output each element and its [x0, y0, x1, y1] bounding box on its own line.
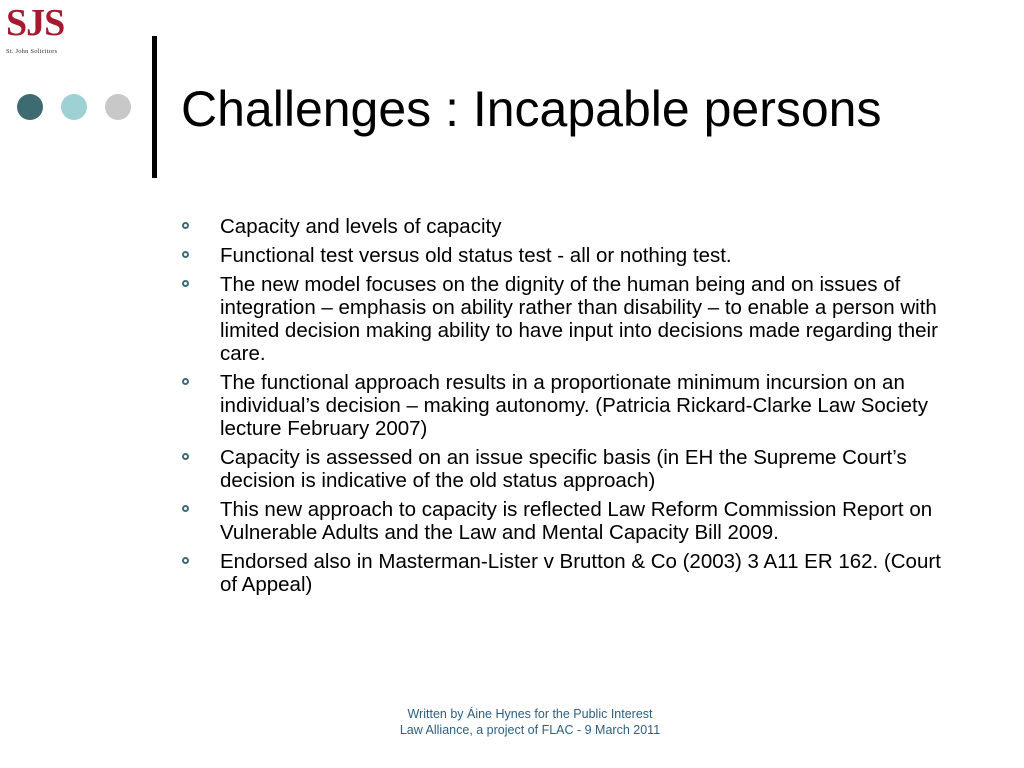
- bullet-item: [181, 273, 951, 365]
- bullet-text: This new approach to capacity is reflected Law Reform Commission Report on Vulnerable Adults and the Law and Mental Capacity Bill 2009.: [220, 498, 933, 544]
- bullet-circle-icon: [182, 378, 189, 385]
- bullet-text: Endorsed also in Masterman-Lister v Brutton & Co (2003) 3 A11 ER 162. (Court of Appeal): [220, 550, 941, 596]
- bullet-circle-icon: [182, 453, 189, 460]
- bullet-circle-icon: [182, 251, 189, 258]
- bullet-text: The functional approach results in a proportionate minimum incursion on an individual’s decision – making autonomy. (Patricia Rickard-Clarke Law Society lecture February 2007): [220, 371, 928, 440]
- bullet-text: The new model focuses on the dignity of the human being and on issues of integration – emphasis on ability rather than disability – to enable a person with limited decision making ability to have input into decisions made regarding their care.: [220, 273, 938, 365]
- bullet-item: [181, 550, 951, 596]
- title-divider: [152, 36, 157, 178]
- bullet-text: Functional test versus old status test - all or nothing test.: [220, 244, 732, 267]
- footer-line-2: Law Alliance, a project of FLAC - 9 March 2011: [399, 723, 661, 737]
- logo-subtitle: St. John Solicitors: [6, 48, 58, 55]
- bullet-circle-icon: [182, 505, 189, 512]
- bullet-item: [181, 498, 951, 544]
- bullet-item: [181, 244, 951, 267]
- dot-teal-icon: [61, 94, 87, 120]
- bullet-item: [181, 215, 951, 238]
- bullet-circle-icon: [182, 557, 189, 564]
- footer-line-1: Written by Áine Hynes for the Public Interest: [407, 707, 653, 721]
- bullet-circle-icon: [182, 280, 189, 287]
- dot-grey-icon: [105, 94, 131, 120]
- logo-mark: SJS: [6, 2, 65, 44]
- bullet-text: Capacity and levels of capacity: [220, 215, 502, 238]
- bullet-item: [181, 371, 951, 440]
- slide-title: Challenges : Incapable persons: [181, 81, 882, 137]
- bullet-item: [181, 446, 951, 492]
- sjs-logo: [6, 4, 80, 60]
- bullet-text: Capacity is assessed on an issue specific basis (in EH the Supreme Court’s decision is indicative of the old status approach): [220, 446, 907, 492]
- bullet-circle-icon: [182, 222, 189, 229]
- bullet-list: [181, 215, 951, 602]
- dot-dark-icon: [17, 94, 43, 120]
- slide-footer: [300, 706, 760, 738]
